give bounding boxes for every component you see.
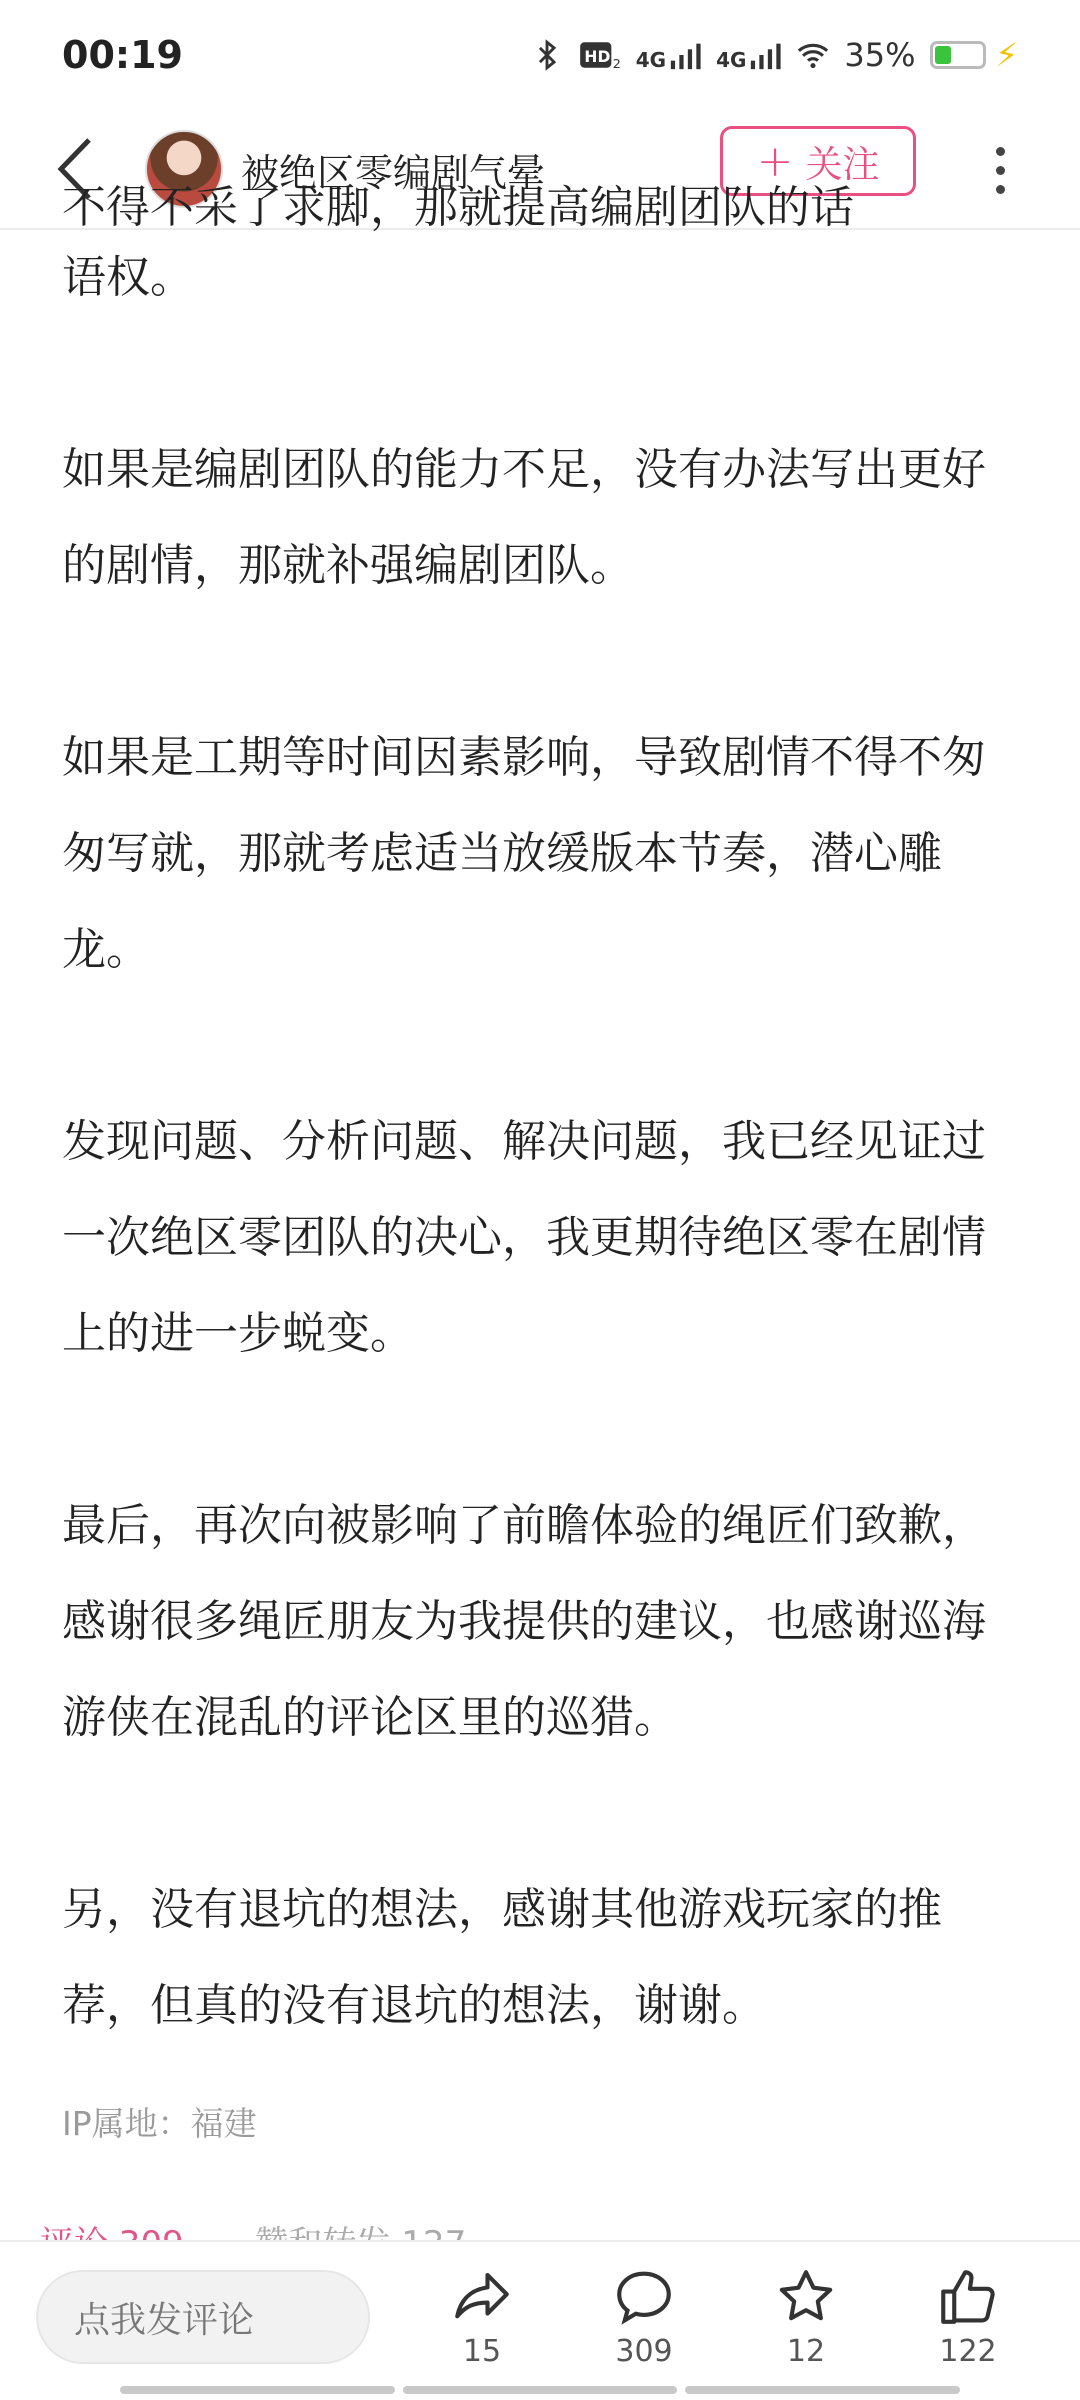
star-icon	[773, 2264, 839, 2330]
home-indicator-segment	[120, 2386, 395, 2394]
status-icons	[530, 36, 1018, 74]
home-indicator-segment	[685, 2386, 960, 2394]
like-count: 122	[939, 2334, 997, 2369]
paragraph: 如果是工期等时间因素影响，导致剧情不得不匆匆写就，那就考虑适当放缓版本节奏，潜心雕龙。	[62, 732, 986, 975]
svg-text:2: 2	[612, 56, 621, 72]
signal-1	[636, 38, 702, 72]
network-label: 4G	[716, 48, 747, 72]
plus-icon: +	[756, 135, 794, 187]
share-icon	[449, 2264, 515, 2330]
like-button[interactable]	[908, 2264, 1028, 2384]
follow-label: 关注	[805, 143, 880, 186]
partial-text-line	[62, 182, 1022, 233]
signal-icon	[668, 38, 702, 72]
paragraph: 语权。	[62, 252, 194, 303]
post-body	[62, 230, 1022, 2150]
paragraph: 如果是编剧团队的能力不足，没有办法写出更好的剧情，那就补强编剧团队。	[62, 444, 986, 591]
comment-icon	[611, 2264, 677, 2330]
favorite-count: 12	[786, 2334, 826, 2369]
bluetooth-icon	[530, 38, 564, 72]
battery-icon	[930, 41, 986, 69]
comment-input[interactable]: 点我发评论	[36, 2270, 370, 2364]
charging-icon: ⚡	[995, 36, 1018, 74]
tabs-peek	[40, 2224, 1040, 2240]
more-icon-dot	[996, 166, 1005, 175]
svg-text:HD: HD	[584, 48, 611, 67]
comment-button[interactable]	[584, 2264, 704, 2384]
home-indicator[interactable]	[120, 2386, 960, 2394]
comment-count: 309	[615, 2334, 673, 2369]
battery-percent: 35%	[844, 36, 916, 74]
status-bar	[0, 0, 1080, 110]
paragraph: 另，没有退坑的想法，感谢其他游戏玩家的推荐，但真的没有退坑的想法，谢谢。	[62, 1884, 942, 2031]
paragraph: 发现问题、分析问题、解决问题，我已经见证过一次绝区零团队的决心，我更期待绝区零在剧情上的进一步蜕变。	[62, 1116, 986, 1359]
signal-2	[716, 38, 782, 72]
ip-location: IP属地：福建	[62, 2104, 257, 2143]
more-icon	[996, 147, 1005, 156]
share-count: 15	[462, 2334, 502, 2369]
battery-fill	[935, 46, 951, 64]
signal-icon	[748, 38, 782, 72]
share-button[interactable]	[422, 2264, 542, 2384]
thumb-up-icon	[935, 2264, 1001, 2330]
favorite-button[interactable]	[746, 2264, 866, 2384]
partial-text: 不得不采了求脚，那就提高编剧团队的话	[62, 182, 854, 233]
wifi-icon	[796, 38, 830, 72]
network-label: 4G	[635, 48, 667, 72]
bottom-action-bar	[0, 2240, 1080, 2400]
home-indicator-segment	[403, 2386, 678, 2394]
paragraph: 最后，再次向被影响了前瞻体验的绳匠们致歉，感谢很多绳匠朋友为我提供的建议，也感谢巡海游侠在混乱的评论区里的巡猎。	[62, 1500, 986, 1743]
author-nickname[interactable]: 被绝区零编剧气晕	[241, 150, 546, 195]
hd-icon	[578, 38, 622, 72]
status-time: 00:19	[62, 33, 183, 77]
